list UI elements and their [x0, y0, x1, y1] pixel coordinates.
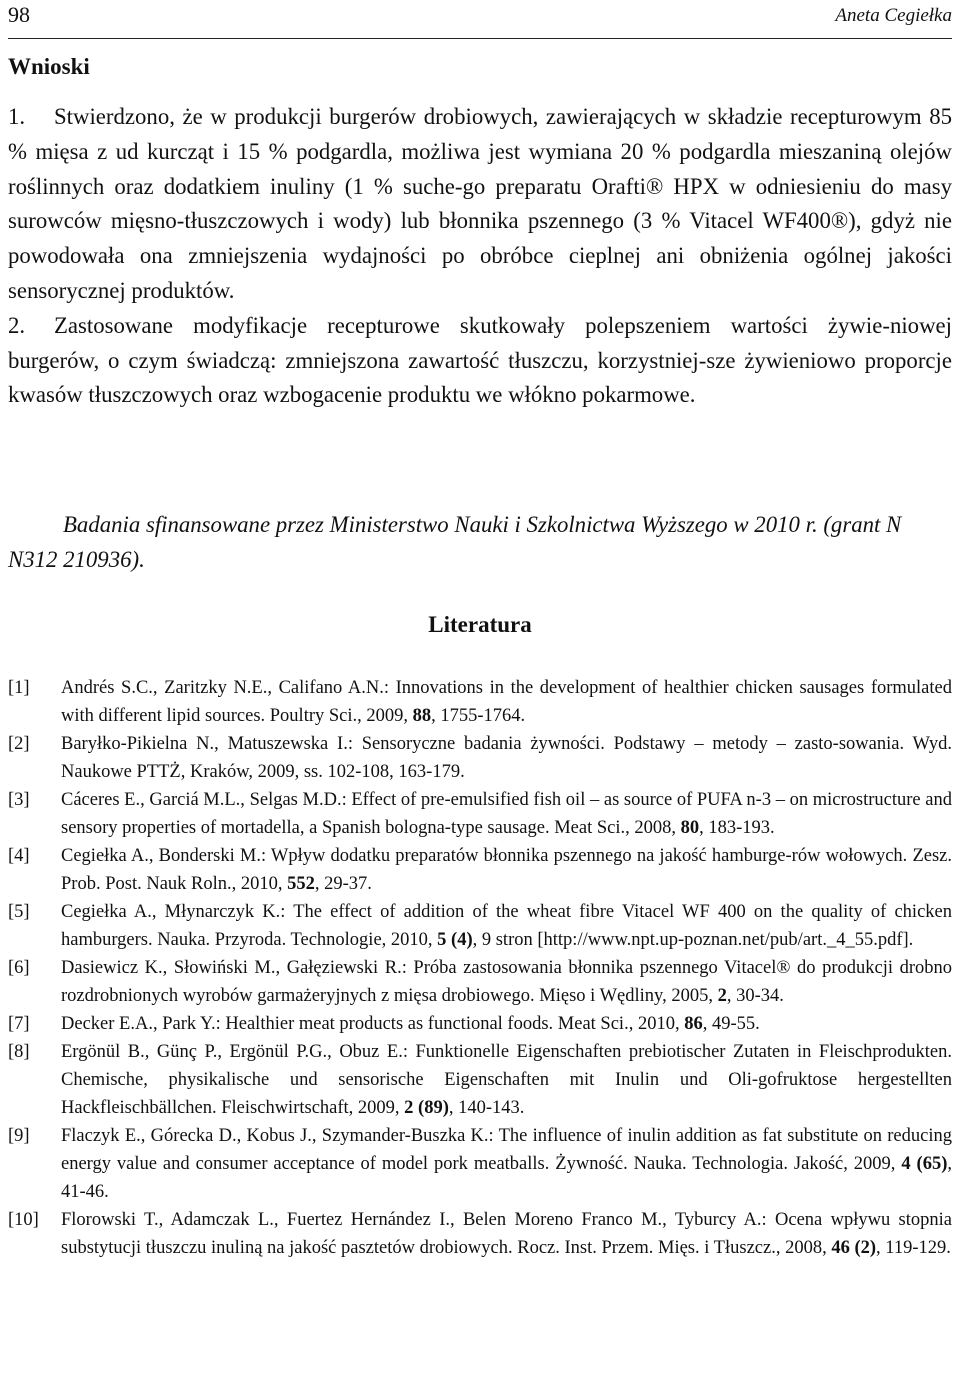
reference-number: [9]: [8, 1126, 30, 1146]
reference-text: Cegiełka A., Młynarczyk K.: The effect of addition of the wheat fibre Vitacel WF 400 on the quality of chicken hamburgers. Nauka. Przyroda. Technologie, 2010,: [61, 902, 952, 950]
conclusion-text: Stwierdzono, że w produkcji burgerów drobiowych, zawierających w składzie recepturowym 85 % mięsa z ud kurcząt i 15 % podgardla, możliwa jest wymiana 20 % podgardla mieszaniną olejów roślinnych oraz dodatkiem inuliny (1 % suche-go preparatu Orafti® HPX w odniesieniu do masy surowców mięsno-tłuszczowych i wody) lub błonnika pszennego (3 % Vitacel WF400®), gdyż nie powodowała ona zmniejszenia wydajności po obróbce cieplnej ani obniżenia ogólnej jakości sensorycznej produktów.: [8, 104, 952, 303]
reference-pages: , 30-34.: [726, 986, 784, 1006]
conclusion-item: [8, 100, 952, 309]
reference-text: Andrés S.C., Zaritzky N.E., Califano A.N.: Innovations in the development of healthier chicken sausages formulated with different lipid sources. Poultry Sci., 2009,: [61, 678, 952, 726]
reference-volume: 2 (89): [404, 1098, 449, 1118]
reference-volume: 552: [287, 874, 315, 894]
reference-volume: 46 (2): [831, 1238, 877, 1258]
reference-item: [8, 1122, 952, 1206]
reference-volume: 86: [684, 1014, 703, 1034]
reference-item: [8, 898, 952, 954]
reference-number: [10]: [8, 1210, 39, 1230]
reference-number: [1]: [8, 678, 30, 698]
conclusion-item: [8, 309, 952, 413]
reference-number: [2]: [8, 734, 30, 754]
reference-text: Flaczyk E., Górecka D., Kobus J., Szymander-Buszka K.: The influence of inulin addition as fat substitute on reducing energy value and consumer acceptance of model pork meatballs. Żywność. Nauka. Technologia. Jakość, 2009,: [61, 1126, 952, 1174]
reference-pages: , 183-193.: [699, 818, 775, 838]
reference-pages: , 49-55.: [702, 1014, 760, 1034]
reference-text: Decker E.A., Park Y.: Healthier meat products as functional foods. Meat Sci., 2010,: [61, 1014, 685, 1034]
conclusion-number: 1.: [8, 104, 26, 129]
reference-number: [4]: [8, 846, 30, 866]
conclusion-number: 2.: [8, 312, 26, 338]
reference-item: [8, 1010, 952, 1038]
reference-pages: , 41-46.: [61, 1154, 953, 1202]
conclusion-text: Zastosowane modyfikacje recepturowe skutkowały polepszeniem wartości żywie-niowej burgerów, o czym świadczą: zmniejszona zawartość tłuszczu, korzystniej-sze żywieniowo proporcje kwasów tłuszczowych oraz wzbogacenie produktu we włókno pokarmowe.: [8, 312, 952, 408]
reference-text: Cáceres E., Garciá M.L., Selgas M.D.: Effect of pre-emulsified fish oil – as source of PUFA n-3 – on microstructure and sensory properties of mortadella, a Spanish bologna-type sausage. Meat Sci., 2008,: [61, 790, 952, 838]
reference-volume: 4 (65): [901, 1154, 948, 1174]
reference-text: Ergönül B., Günç P., Ergönül P.G., Obuz E.: Funktionelle Eigenschaften prebiotischer Zutaten in Fleischprodukten. Chemische, physikalische und sensorische Eigenschaften mit Inulin und Oli-gofruktose hergestellten Hackfleischbällchen. Fleischwirtschaft, 2009,: [61, 1042, 952, 1118]
reference-pages: , 29-37.: [314, 874, 372, 894]
reference-pages: , 9 stron [http://www.npt.up-poznan.net/pub/art._4_55.pdf].: [472, 930, 914, 950]
reference-item: [8, 954, 952, 1010]
reference-number: [8]: [8, 1042, 30, 1062]
reference-volume: 2: [717, 986, 727, 1006]
reference-number: [5]: [8, 902, 30, 922]
reference-item: [8, 674, 952, 730]
reference-pages: , 119-129.: [876, 1238, 951, 1258]
conclusions-list: [8, 100, 952, 413]
reference-item: [8, 842, 952, 898]
reference-volume: 80: [680, 818, 700, 838]
reference-number: [6]: [8, 958, 30, 978]
reference-item: [8, 730, 952, 786]
page-number: 98: [8, 2, 30, 27]
literature-heading: Literatura: [428, 612, 532, 637]
reference-pages: , 140-143.: [448, 1098, 525, 1118]
reference-item: [8, 1038, 952, 1122]
reference-text: Cegiełka A., Bonderski M.: Wpływ dodatku preparatów błonnika pszennego na jakość hamburge-rów wołowych. Zesz. Prob. Post. Nauk Roln., 2010,: [61, 846, 952, 894]
page-header: [8, 0, 952, 39]
running-head-author: Aneta Cegiełka: [835, 5, 952, 26]
reference-pages: , 1755-1764.: [431, 706, 526, 726]
reference-text: Dasiewicz K., Słowiński M., Gałęziewski R.: Próba zastosowania błonnika pszennego Vitacel® do produkcji drobno rozdrobnionych wyrobów garmażeryjnych z mięsa drobiowego. Mięso i Wędliny, 2005,: [61, 958, 952, 1006]
reference-text: Florowski T., Adamczak L., Fuertez Hernández I., Belen Moreno Franco M., Tyburcy A.: Ocena wpływu stopnia substytucji tłuszczu inuliną na jakość pasztetów drobiowych. Rocz. Inst. Przem. Mięs. i Tłuszcz., 2008,: [61, 1210, 952, 1258]
reference-item: [8, 786, 952, 842]
reference-volume: 88: [412, 706, 432, 726]
reference-volume: 5 (4): [437, 930, 473, 950]
reference-number: [3]: [8, 790, 30, 810]
reference-item: [8, 1206, 952, 1262]
reference-list: [8, 674, 952, 1262]
conclusions-heading: Wnioski: [8, 54, 90, 79]
funding-note: Badania sfinansowane przez Ministerstwo Nauki i Szkolnictwa Wyższego w 2010 r. (grant N N312 210936).: [8, 512, 902, 572]
reference-number: [7]: [8, 1014, 30, 1034]
reference-text: Baryłko-Pikielna N., Matuszewska I.: Sensoryczne badania żywności. Podstawy – metody – zasto-sowania. Wyd. Naukowe PTTŻ, Kraków, 2009, ss. 102-108, 163-179.: [61, 734, 952, 782]
